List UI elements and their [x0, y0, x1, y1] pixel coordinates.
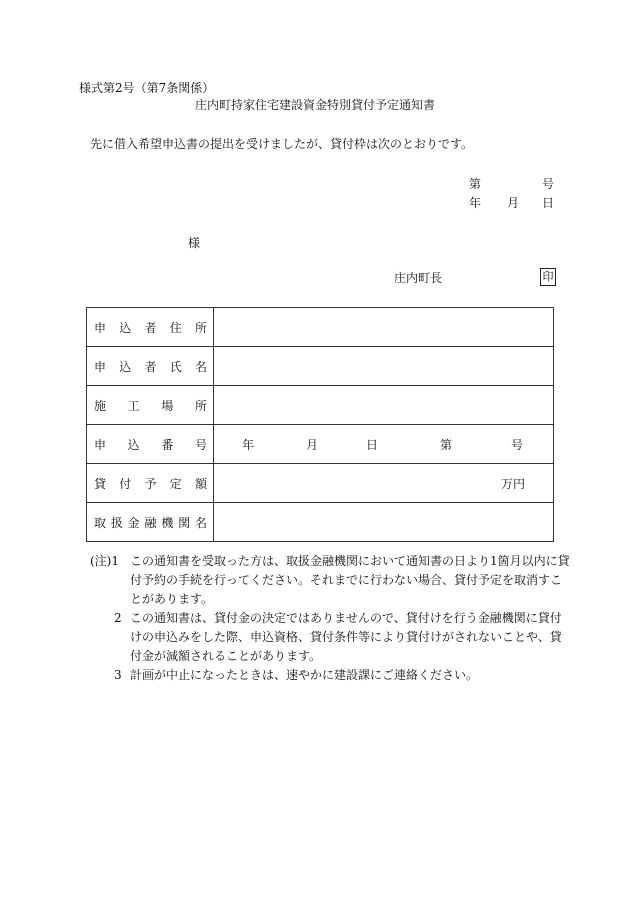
- label-char: 施: [94, 398, 107, 413]
- ref-go: 号: [542, 177, 555, 191]
- note-marker: (注)1: [90, 554, 119, 568]
- label-char: 予: [144, 476, 157, 491]
- table-row: [87, 308, 554, 347]
- field-applicant-address[interactable]: [214, 308, 554, 347]
- label-char: 込: [119, 359, 132, 374]
- label-financial-institution: [87, 503, 214, 542]
- label-char: 住: [169, 320, 182, 335]
- label-char: 金: [127, 515, 140, 530]
- field-construction-site[interactable]: [214, 386, 554, 425]
- issuer-name: 庄内町長: [394, 271, 443, 285]
- label-char: 貸: [94, 476, 107, 491]
- field-applicant-name[interactable]: [214, 347, 554, 386]
- label-char: 工: [127, 398, 140, 413]
- field-financial-institution[interactable]: [214, 503, 554, 542]
- note-marker: 3: [114, 668, 122, 682]
- label-char: 氏: [169, 359, 182, 374]
- label-char: 額: [194, 476, 207, 491]
- field-planned-loan-amount[interactable]: [214, 464, 554, 503]
- date-month: 月: [507, 196, 520, 210]
- reg-go: 号: [511, 438, 524, 452]
- reg-day: 日: [366, 438, 379, 452]
- note-item: [90, 552, 570, 609]
- note-item: [90, 666, 570, 685]
- label-char: 所: [194, 320, 207, 335]
- label-char: 込: [119, 320, 132, 335]
- label-char: 扱: [110, 515, 123, 530]
- label-char: 所: [194, 398, 207, 413]
- intro-text: 先に借入希望申込書の提出を受けましたが、貸付枠は次のとおりです。: [90, 137, 474, 151]
- table-row: [87, 386, 554, 425]
- reg-year: 年: [242, 438, 255, 452]
- label-char: 番: [161, 437, 174, 452]
- table-row: [87, 347, 554, 386]
- note-item: [90, 609, 570, 666]
- label-char: 込: [127, 437, 140, 452]
- document-title: 庄内町持家住宅建設資金特別貸付予定通知書: [194, 98, 435, 112]
- label-char: 申: [94, 437, 107, 452]
- table-row: [87, 503, 554, 542]
- table-row: [87, 464, 554, 503]
- form-number: 様式第2号（第7条関係）: [79, 81, 215, 95]
- label-char: 取: [94, 515, 107, 530]
- label-char: 申: [94, 359, 107, 374]
- label-char: 定: [169, 476, 182, 491]
- label-char: 名: [194, 515, 207, 530]
- table-row: [87, 425, 554, 464]
- application-table: [86, 307, 554, 542]
- note-marker: 2: [114, 611, 122, 625]
- label-char: 号: [194, 437, 207, 452]
- note-text: この通知書を受取った方は、取扱金融機関において通知書の日より1箇月以内に貸付予約の手続を行ってください。それまでに行わない場合、貸付予定を取消すことがあります。: [130, 554, 570, 606]
- label-construction-site: [87, 386, 214, 425]
- label-char: 申: [94, 320, 107, 335]
- label-char: 関: [178, 515, 191, 530]
- field-application-number[interactable]: [214, 425, 554, 464]
- label-char: 付: [119, 476, 132, 491]
- reg-dai: 第: [440, 438, 453, 452]
- label-char: 者: [144, 320, 157, 335]
- ref-dai: 第: [469, 177, 482, 191]
- seal-mark: 印: [540, 268, 556, 286]
- label-application-number: [87, 425, 214, 464]
- reg-month: 月: [306, 438, 319, 452]
- date-year: 年: [469, 196, 482, 210]
- date-day: 日: [542, 196, 555, 210]
- label-char: 融: [144, 515, 157, 530]
- label-char: 名: [194, 359, 207, 374]
- note-text: この通知書は、貸付金の決定ではありませんので、貸付けを行う金融機関に貸付けの申込みをした際、申込資格、貸付条件等により貸付けがされないことや、貸付金が減額されることがあります。: [130, 611, 562, 663]
- label-char: 場: [161, 398, 174, 413]
- note-text: 計画が中止になったときは、速やかに建設課にご連絡ください。: [130, 668, 479, 682]
- addressee-suffix: 様: [188, 236, 201, 250]
- label-planned-loan-amount: [87, 464, 214, 503]
- amount-unit: 万円: [501, 477, 526, 491]
- label-applicant-address: [87, 308, 214, 347]
- notes-section: [90, 552, 570, 685]
- label-applicant-name: [87, 347, 214, 386]
- label-char: 者: [144, 359, 157, 374]
- label-char: 機: [161, 515, 174, 530]
